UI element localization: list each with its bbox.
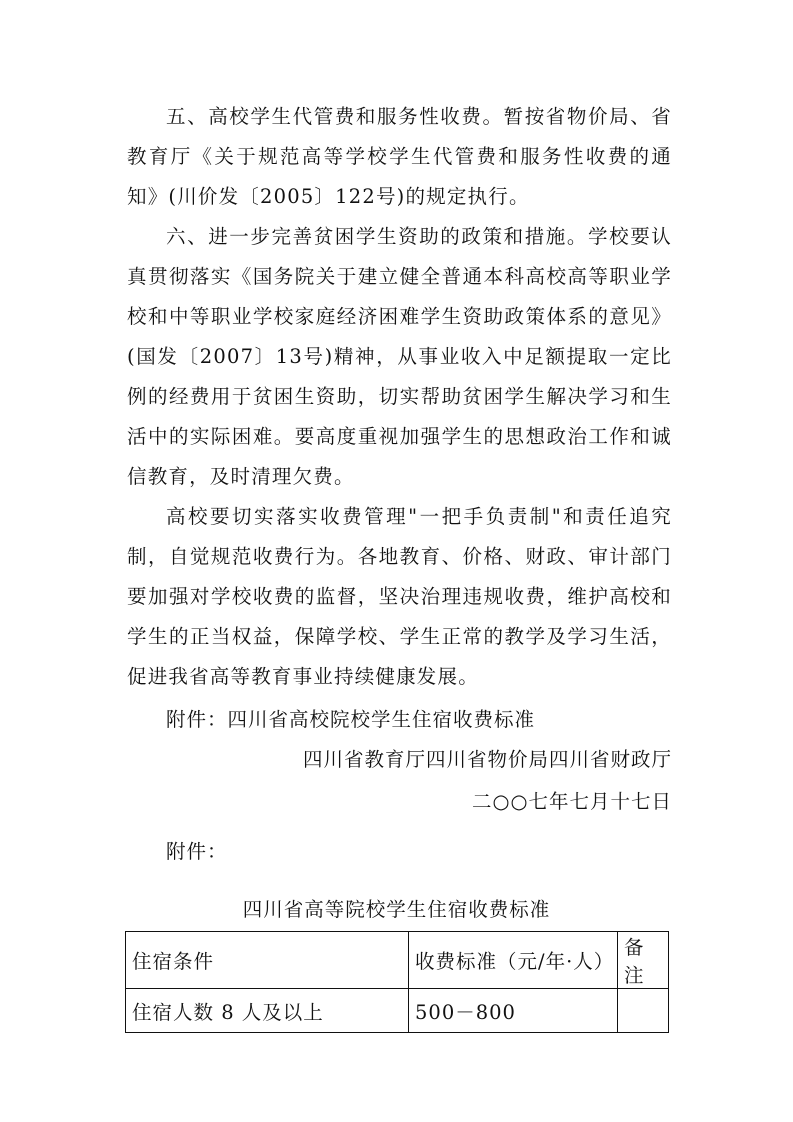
appendix-label: 附件： <box>166 840 228 863</box>
header-remarks: 备注 <box>618 932 669 989</box>
paragraph-section-5: 五、高校学生代管费和服务性收费。暂按省物价局、省教育厅《关于规范高等学校学生代管费和服务性收费的通知》(川价发〔2005〕122号)的规定执行。 <box>127 105 672 208</box>
issuing-authorities: 四川省教育厅四川省物价局四川省财政厅 <box>302 748 672 771</box>
table-header-row <box>126 932 669 989</box>
header-accommodation-condition: 住宿条件 <box>126 932 409 989</box>
cell-fee-standard: 500－800 <box>409 989 618 1033</box>
paragraph-closing: 高校要切实落实收费管理"一把手负责制"和责任追究制，自觉规范收费行为。各地教育、价格、财政、审计部门要加强对学校收费的监督，坚决治理违规收费，维护高校和学生的正当权益，保障学校、学生正常的教学及学习生活，促进我省高等教育事业持续健康发展。 <box>127 505 672 688</box>
cell-remarks <box>618 989 669 1033</box>
header-fee-standard: 收费标准（元/年·人） <box>409 932 618 989</box>
table-row <box>126 989 669 1033</box>
cell-accommodation-condition: 住宿人数 8 人及以上 <box>126 989 409 1033</box>
attachment-note: 附件：四川省高校院校学生住宿收费标准 <box>166 708 536 731</box>
table-title: 四川省高等院校学生住宿收费标准 <box>242 898 551 921</box>
fee-standard-table <box>125 931 669 1033</box>
paragraph-section-6: 六、进一步完善贫困学生资助的政策和措施。学校要认真贯彻落实《国务院关于建立健全普通本科高校高等职业学校和中等职业学校家庭经济困难学生资助政策体系的意见》(国发〔2007〕13号)精神，从事业收入中足额提取一定比例的经费用于贫困生资助，切实帮助贫困学生解决学习和生活中的实际困难。要高度重视加强学生的思想政治工作和诚信教育，及时清理欠费。 <box>127 225 672 488</box>
issue-date: 二○○七年七月十七日 <box>471 790 672 813</box>
